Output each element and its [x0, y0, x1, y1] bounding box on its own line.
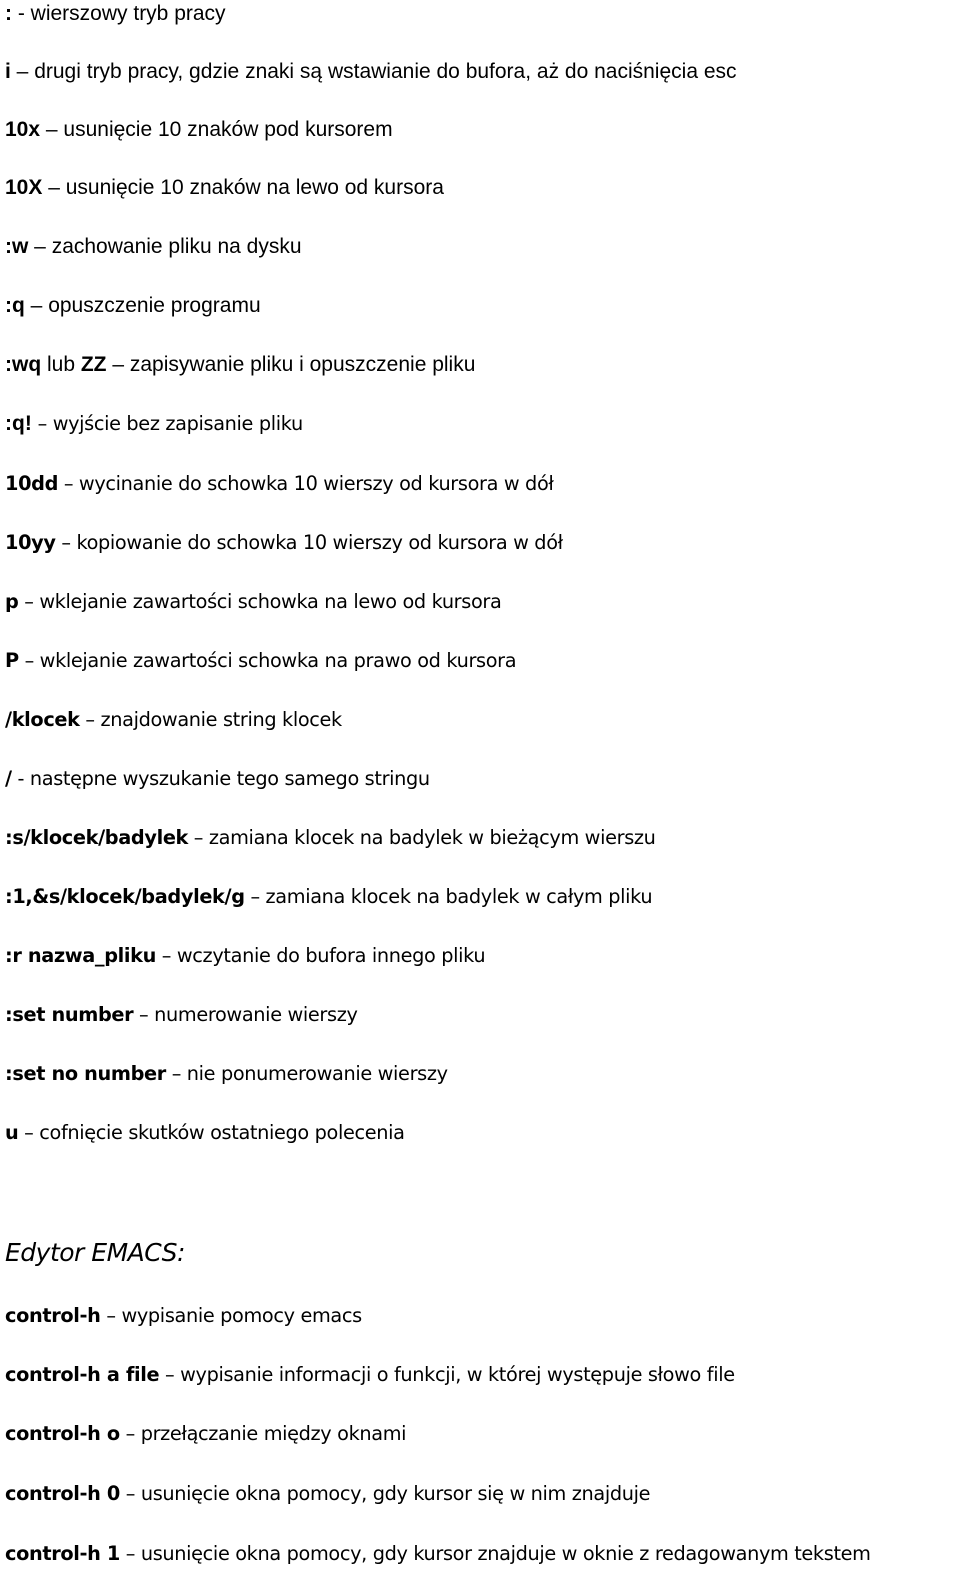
command-key: control-h a file	[5, 1363, 160, 1386]
command-description: cofnięcie skutków ostatniego polecenia	[39, 1121, 405, 1144]
command-description: usunięcie okna pomocy, gdy kursor się w nim znajduje	[140, 1482, 651, 1505]
command-description: wklejanie zawartości schowka na lewo od kursora	[39, 590, 502, 613]
section-heading: Edytor EMACS:	[5, 1238, 185, 1267]
emacs-command-line	[5, 1361, 956, 1389]
command-description: usunięcie 10 znaków na lewo od kursora	[65, 176, 444, 199]
vi-command-line	[5, 351, 956, 379]
connector-text: lub	[41, 353, 81, 376]
command-description: następne wyszukanie tego samego stringu	[29, 767, 430, 790]
vi-command-line	[5, 942, 956, 970]
vi-command-line	[5, 706, 956, 734]
command-key: p	[5, 590, 19, 613]
command-key: 10yy	[5, 531, 56, 554]
vi-command-line	[5, 58, 956, 86]
separator: –	[188, 826, 209, 849]
command-key: :q	[5, 294, 25, 317]
command-key: control-h 1	[5, 1542, 120, 1565]
vi-command-line	[5, 647, 956, 675]
separator: –	[120, 1482, 141, 1505]
command-description: kopiowanie do schowka 10 wierszy od kursora w dół	[76, 531, 563, 554]
command-description: zapisywanie pliku i opuszczenie pliku	[129, 353, 476, 376]
vi-command-line	[5, 233, 956, 261]
separator: –	[106, 353, 130, 376]
command-key: control-h o	[5, 1422, 120, 1445]
separator: –	[133, 1003, 155, 1026]
separator: –	[31, 412, 53, 435]
command-key: :w	[5, 235, 29, 258]
separator: –	[40, 118, 64, 141]
command-key: P	[5, 649, 19, 672]
separator: –	[28, 235, 52, 258]
vi-command-line	[5, 1119, 956, 1147]
command-description: przełączanie między oknami	[140, 1422, 407, 1445]
command-key: :s/klocek/badylek	[5, 826, 189, 849]
command-key: 10X	[5, 176, 43, 199]
separator: –	[18, 649, 40, 672]
command-key: :r nazwa_pliku	[5, 944, 157, 967]
command-key: :q!	[5, 412, 32, 435]
command-description: wyjście bez zapisanie pliku	[52, 412, 303, 435]
vi-command-line	[5, 529, 956, 557]
vi-command-line	[5, 0, 956, 28]
separator: –	[100, 1304, 122, 1327]
command-description: zamiana klocek na badylek w całym pliku	[265, 885, 653, 908]
command-key: 10dd	[5, 472, 59, 495]
vi-command-line	[5, 1001, 956, 1029]
separator: –	[119, 1422, 141, 1445]
vi-command-line	[5, 470, 956, 498]
vi-command-line	[5, 410, 956, 438]
command-description: wklejanie zawartości schowka na prawo od kursora	[39, 649, 517, 672]
vi-command-line	[5, 883, 956, 911]
command-description: znajdowanie string klocek	[100, 708, 342, 731]
command-description: opuszczenie programu	[48, 294, 261, 317]
command-description: wypisanie informacji o funkcji, w której występuje słowo file	[180, 1363, 735, 1386]
command-description: wczytanie do bufora innego pliku	[176, 944, 486, 967]
command-description: drugi tryb pracy, gdzie znaki są wstawianie do bufora, aż do naciśnięcia esc	[34, 60, 737, 83]
command-description: usunięcie 10 znaków pod kursorem	[63, 118, 393, 141]
command-key: :	[5, 2, 12, 25]
command-description: numerowanie wierszy	[154, 1003, 358, 1026]
command-key-alt: ZZ	[80, 353, 107, 376]
command-description: wierszowy tryb pracy	[30, 2, 226, 25]
separator: –	[18, 1121, 40, 1144]
emacs-command-line	[5, 1420, 956, 1448]
separator: –	[55, 531, 77, 554]
vi-command-line	[5, 824, 956, 852]
vi-command-line	[5, 292, 956, 320]
command-description: nie ponumerowanie wierszy	[186, 1062, 448, 1085]
separator: –	[42, 176, 66, 199]
command-key: :set number	[5, 1003, 134, 1026]
separator: –	[120, 1542, 141, 1565]
command-key: /klocek	[5, 708, 80, 731]
separator: –	[156, 944, 177, 967]
separator: -	[12, 2, 31, 25]
command-description: zamiana klocek na badylek w bieżącym wierszu	[208, 826, 656, 849]
command-key: /	[5, 767, 12, 790]
command-key: u	[5, 1121, 19, 1144]
command-description: usunięcie okna pomocy, gdy kursor znajduje w oknie z redagowanym tekstem	[140, 1542, 871, 1565]
emacs-command-line	[5, 1302, 956, 1330]
vi-command-line	[5, 765, 956, 793]
vi-command-line	[5, 1060, 956, 1088]
command-key: :wq	[5, 353, 42, 376]
vi-command-line	[5, 116, 956, 144]
separator: –	[10, 60, 35, 83]
vi-command-line	[5, 588, 956, 616]
command-key: control-h 0	[5, 1482, 120, 1505]
separator: -	[11, 767, 30, 790]
command-description: wypisanie pomocy emacs	[121, 1304, 362, 1327]
separator: –	[24, 294, 49, 317]
separator: –	[159, 1363, 181, 1386]
separator: –	[58, 472, 79, 495]
command-key: i	[5, 60, 11, 83]
command-key: 10x	[5, 118, 41, 141]
vi-command-line	[5, 174, 956, 202]
command-description: wycinanie do schowka 10 wierszy od kursora w dół	[78, 472, 554, 495]
command-key: :1,&s/klocek/badylek/g	[5, 885, 245, 908]
separator: –	[79, 708, 101, 731]
command-key: :set no number	[5, 1062, 166, 1085]
command-description: zachowanie pliku na dysku	[51, 235, 302, 258]
separator: –	[18, 590, 40, 613]
emacs-command-line	[5, 1540, 956, 1568]
command-key: control-h	[5, 1304, 101, 1327]
separator: –	[165, 1062, 187, 1085]
emacs-command-line	[5, 1480, 956, 1508]
separator: –	[244, 885, 266, 908]
